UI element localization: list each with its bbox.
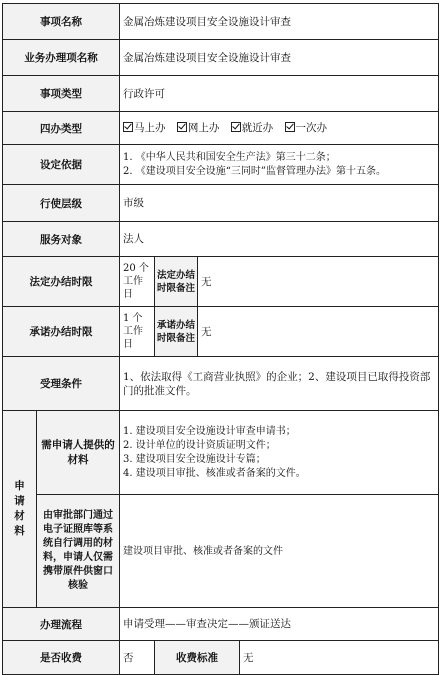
material-item: 3. 建设项目安全设施设计专篇； <box>123 453 266 465</box>
four-types-label: 四办类型 <box>3 112 120 145</box>
promise-time-note: 无 <box>198 307 439 357</box>
row-level <box>3 185 439 222</box>
checkbox-checked-icon <box>177 122 187 132</box>
fee-standard-value: 无 <box>240 641 439 675</box>
materials-applicant-label: 需申请人提供的材料 <box>37 411 120 495</box>
conditions-label: 受理条件 <box>3 357 120 411</box>
process-label: 办理流程 <box>3 608 120 641</box>
row-target <box>3 222 439 257</box>
row-legal-time <box>3 257 439 307</box>
item-type-label: 事项类型 <box>3 76 120 112</box>
item-name-label: 事项名称 <box>3 4 120 40</box>
material-item: 2. 设计单位的设计资质证明文件； <box>123 439 276 451</box>
legal-time-value: 20 个工作日 <box>120 257 155 307</box>
row-fee <box>3 641 439 675</box>
option-immediate: 马上办 <box>123 122 166 134</box>
material-item: 1. 建设项目安全设施设计审查申请书； <box>123 425 296 437</box>
promise-time-note-label: 承诺办结时限备注 <box>155 307 198 357</box>
option-online: 网上办 <box>177 122 220 134</box>
row-materials-dept <box>3 495 439 608</box>
row-process <box>3 608 439 641</box>
basis-label: 设定依据 <box>3 145 120 185</box>
row-basis <box>3 145 439 185</box>
row-handle-name <box>3 40 439 76</box>
legal-time-note-label: 法定办结时限备注 <box>155 257 198 307</box>
row-item-type <box>3 76 439 112</box>
fee-label: 是否收费 <box>3 641 120 675</box>
row-materials-applicant <box>3 411 439 495</box>
row-item-name <box>3 4 439 40</box>
materials-dept-value: 建设项目审批、核准或者备案的文件 <box>120 495 439 608</box>
target-value: 法人 <box>120 222 439 257</box>
fee-value: 否 <box>120 641 155 675</box>
level-value: 市级 <box>120 185 439 222</box>
basis-value <box>120 145 439 185</box>
checkbox-checked-icon <box>123 122 133 132</box>
material-item: 4. 建设项目审批、核准或者备案的文件。 <box>123 467 306 479</box>
handle-name-label: 业务办理项名称 <box>3 40 120 76</box>
item-name-value: 金属冶炼建设项目安全设施设计审查 <box>120 4 439 40</box>
fee-standard-label: 收费标准 <box>155 641 240 675</box>
materials-side-label: 申请材料 <box>3 411 37 608</box>
basis-item: 2. 《建设项目安全设施“三同时”监督管理办法》第十五条。 <box>123 165 386 177</box>
option-nearby: 就近办 <box>231 122 274 134</box>
level-label: 行使层级 <box>3 185 120 222</box>
legal-time-note: 无 <box>198 257 439 307</box>
handle-name-value: 金属冶炼建设项目安全设施设计审查 <box>120 40 439 76</box>
checkbox-checked-icon <box>285 122 295 132</box>
promise-time-label: 承诺办结时限 <box>3 307 120 357</box>
materials-dept-label: 由审批部门通过电子证照库等系统自行调用的材料，申请人仅需携带原件供窗口核验 <box>37 495 120 608</box>
promise-time-value: 1 个工作日 <box>120 307 155 357</box>
legal-time-label: 法定办结时限 <box>3 257 120 307</box>
process-value: 申请受理——审查决定——颁证送达 <box>120 608 439 641</box>
four-types-options <box>120 112 439 145</box>
checkbox-checked-icon <box>231 122 241 132</box>
basis-item: 1. 《中华人民共和国安全生产法》第三十二条； <box>123 151 336 163</box>
item-type-value: 行政许可 <box>120 76 439 112</box>
service-info-table <box>2 3 439 675</box>
row-promise-time <box>3 307 439 357</box>
row-conditions <box>3 357 439 411</box>
row-four-types <box>3 112 439 145</box>
option-once: 一次办 <box>285 122 328 134</box>
target-label: 服务对象 <box>3 222 120 257</box>
materials-applicant-list <box>120 411 439 495</box>
conditions-value: 1、依法取得《工商营业执照》的企业；2、建设项目已取得投资部门的批准文件。 <box>120 357 439 411</box>
